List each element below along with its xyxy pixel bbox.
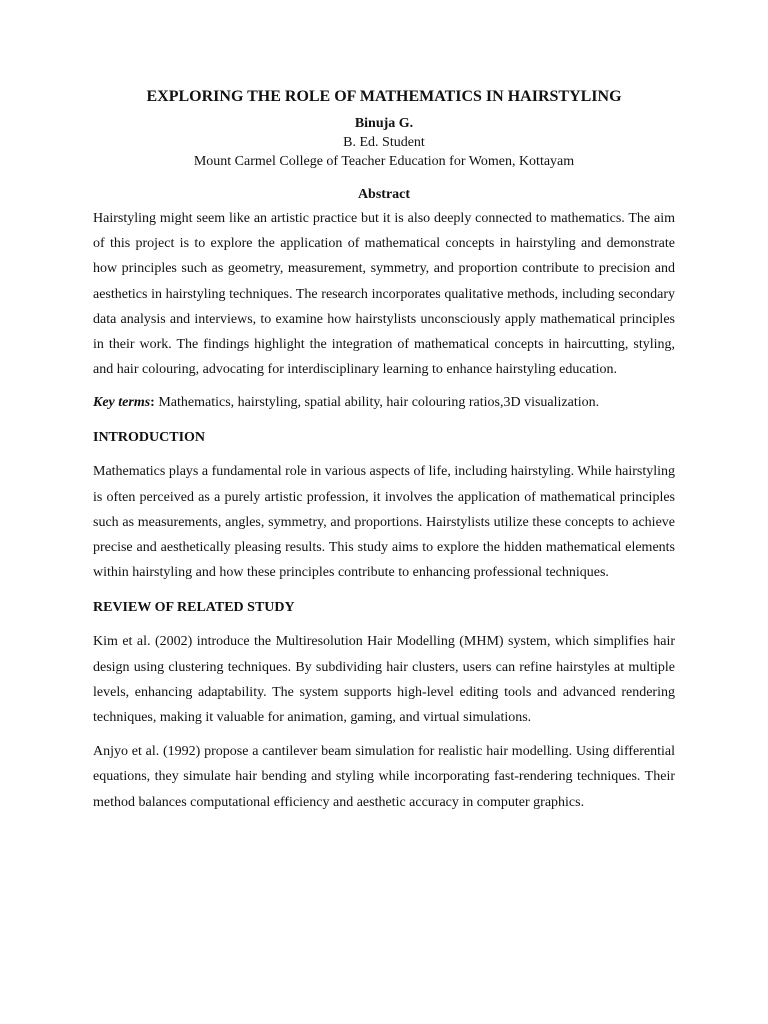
paper-body	[93, 86, 675, 815]
introduction-heading: INTRODUCTION	[93, 430, 206, 446]
introduction-text: Mathematics plays a fundamental role in various aspects of life, including hairstyling. While hairstyling is often perceived as a purely artistic profession, it involves the application of mathematical principles such as measurements, angles, symmetry, and proportions. Hairstylists utilize these concepts to achieve precise and aesthetically pleasing results. This study aims to explore the hidden mathematical elements within hairstyling and how these principles contribute to enhancing professional techniques.	[93, 464, 675, 581]
review-paragraph: Anjyo et al. (1992) propose a cantilever beam simulation for realistic hair modelling. Using differential equations, they simulate hair bending and styling while incorporating fast-rendering techniques. Their method balances computational efficiency and aesthetic accuracy in computer graphics.	[93, 744, 675, 810]
abstract-heading: Abstract	[357, 187, 411, 202]
key-terms-label: Key terms	[93, 395, 151, 411]
author-affiliation: Mount Carmel College of Teacher Education for Women, Kottayam	[193, 154, 575, 169]
author-role: B. Ed. Student	[343, 135, 425, 150]
key-terms	[93, 390, 675, 415]
key-terms-text: Mathematics, hairstyling, spatial ability, hair colouring ratios,3D visualization.	[154, 395, 600, 411]
author-name: Binuja G.	[354, 116, 414, 131]
abstract-text: Hairstyling might seem like an artistic practice but it is also deeply connected to mathematics. The aim of this project is to explore the application of mathematical concepts in hairstyling and demonstrate how principles such as geometry, measurement, symmetry, and proportion contribute to precision and aesthetics in hairstyling techniques. The research incorporates qualitative methods, including secondary data analysis and interviews, to examine how hairstylists unconsciously apply mathematical principles in their work. The findings highlight the integration of mathematical concepts in haircutting, styling, and hair colouring, advocating for interdisciplinary learning to enhance hairstyling education.	[93, 211, 675, 378]
key-terms-colon: :	[150, 395, 155, 411]
paper-title: EXPLORING THE ROLE OF MATHEMATICS IN HAIRSTYLING	[146, 88, 622, 105]
review-paragraph: Kim et al. (2002) introduce the Multiresolution Hair Modelling (MHM) system, which simplifies hair design using clustering techniques. By subdividing hair clusters, users can refine hairstyles at multiple levels, enhancing adaptability. The system supports high-level editing tools and advanced rendering techniques, making it valuable for animation, gaming, and virtual simulations.	[93, 634, 675, 726]
review-heading: REVIEW OF RELATED STUDY	[93, 600, 295, 616]
